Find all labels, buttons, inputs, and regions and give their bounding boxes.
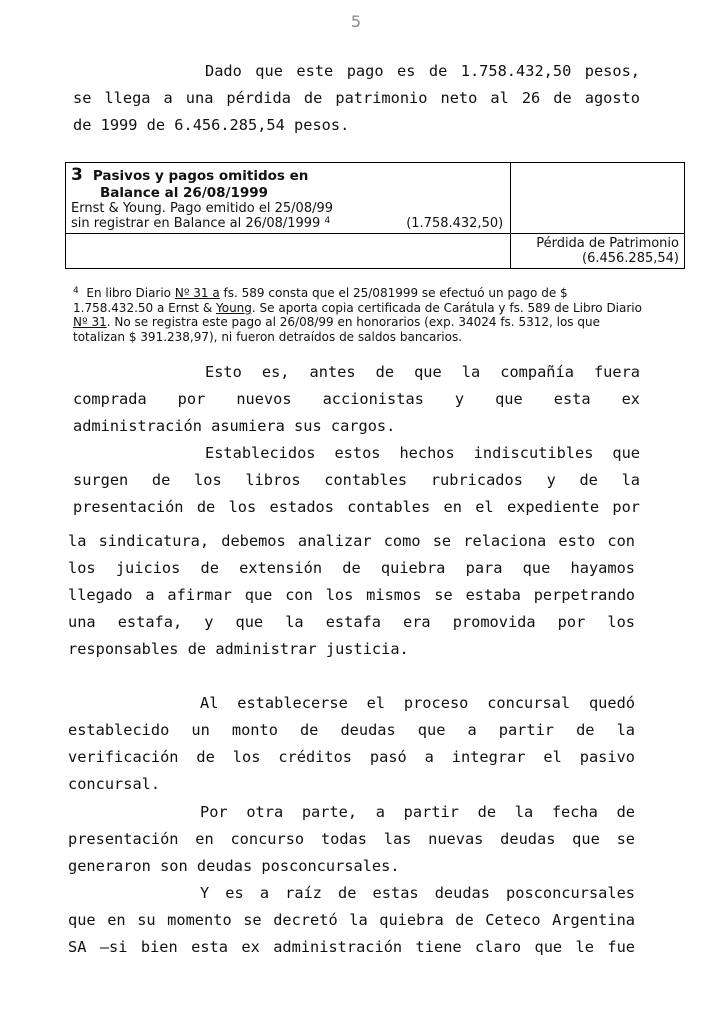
text-line: de 1999 de 6.456.285,54 pesos. xyxy=(73,116,350,134)
footnote-text: Nº 31 xyxy=(73,315,107,329)
text-line: administración asumiera sus cargos. xyxy=(73,417,396,435)
footnote-text: Nº 31 a xyxy=(174,286,220,300)
balance-table xyxy=(65,162,685,269)
body-paragraph xyxy=(68,880,635,961)
body-paragraph xyxy=(68,799,635,880)
text-line: llegado a afirmar que con los mismos se estaba perpetrando xyxy=(68,586,635,604)
body-paragraph xyxy=(68,528,635,663)
text-line: verificación de los créditos pasó a integrar el pasivo xyxy=(68,748,635,766)
body-paragraph xyxy=(73,440,640,521)
page-number: 5 xyxy=(350,12,362,31)
section-number: 3 xyxy=(71,165,83,185)
footnote xyxy=(73,286,648,344)
body-paragraph xyxy=(73,359,640,440)
text-line: la sindicatura, debemos analizar como se relaciona esto con xyxy=(68,532,635,550)
text-line: generaron son deudas posconcursales. xyxy=(68,857,400,875)
intro-paragraph xyxy=(73,58,640,139)
footnote-text: fs. 589 consta que el 25/081999 se efectuó un pago de $ 1.758.432.50 a Ernst & xyxy=(73,286,568,315)
section-title: Pasivos y pagos omitidos en xyxy=(92,168,309,184)
text-line: surgen de los libros contables rubricados y de la xyxy=(73,471,640,489)
loss-amount: (6.456.285,54) xyxy=(582,251,679,266)
footnote-text: Young xyxy=(216,300,252,315)
text-line: concursal. xyxy=(68,775,161,793)
text-line: los juicios de extensión de quiebra para que hayamos xyxy=(68,559,635,577)
table-cell-empty xyxy=(511,163,685,234)
table-cell-empty xyxy=(66,234,511,269)
text-line: establecido un monto de deudas que a partir de la xyxy=(68,721,635,739)
text-line: Dado que este pago es de 1.758.432,50 pesos, xyxy=(205,62,640,80)
text-line: Y es a raíz de estas deudas posconcursales xyxy=(200,884,635,902)
description-line1: Ernst & Young. Pago emitido el 25/08/99 xyxy=(71,201,334,216)
footnote-text: . No se registra este pago al 26/08/99 en honorarios (exp. 34024 fs. 5312, los que totalizan $ 391.238,97), ni fueron detraídos de saldos bancarios. xyxy=(73,315,600,344)
section-title-line2: Balance al 26/08/1999 xyxy=(100,185,269,201)
table-cell-description xyxy=(66,163,511,234)
text-line: Por otra parte, a partir de la fecha de xyxy=(200,803,635,821)
amount: (1.758.432,50) xyxy=(406,216,504,231)
table-cell-loss xyxy=(511,234,685,269)
text-line: se llega a una pérdida de patrimonio neto al 26 de agosto xyxy=(73,89,640,107)
text-line: Esto es, antes de que la compañía fuera xyxy=(205,363,640,381)
footnote-text: . Se aporta copia certificada de Carátula y fs. 589 de Libro Diario xyxy=(251,300,642,315)
text-line: responsables de administrar justicia. xyxy=(68,640,409,658)
footnote-reference: 4 xyxy=(324,216,331,226)
text-line: presentación en concurso todas las nuevas deudas que se xyxy=(68,830,635,848)
text-line: SA –si bien esta ex administración tiene claro que le fue xyxy=(68,938,635,956)
text-line: presentación de los estados contables en el expediente por xyxy=(73,498,640,516)
body-paragraph xyxy=(68,690,635,798)
text-line: Al establecerse el proceso concursal quedó xyxy=(200,694,635,712)
description-line2: sin registrar en Balance al 26/08/1999 xyxy=(71,216,321,231)
footnote-marker: 4 xyxy=(73,286,79,296)
footnote-text: En libro Diario xyxy=(86,286,175,300)
loss-label: Pérdida de Patrimonio xyxy=(536,236,679,251)
text-line: comprada por nuevos accionistas y que esta ex xyxy=(73,390,640,408)
text-line: una estafa, y que la estafa era promovida por los xyxy=(68,613,635,631)
text-line: Establecidos estos hechos indiscutibles que xyxy=(205,444,640,462)
text-line: que en su momento se decretó la quiebra de Ceteco Argentina xyxy=(68,911,635,929)
